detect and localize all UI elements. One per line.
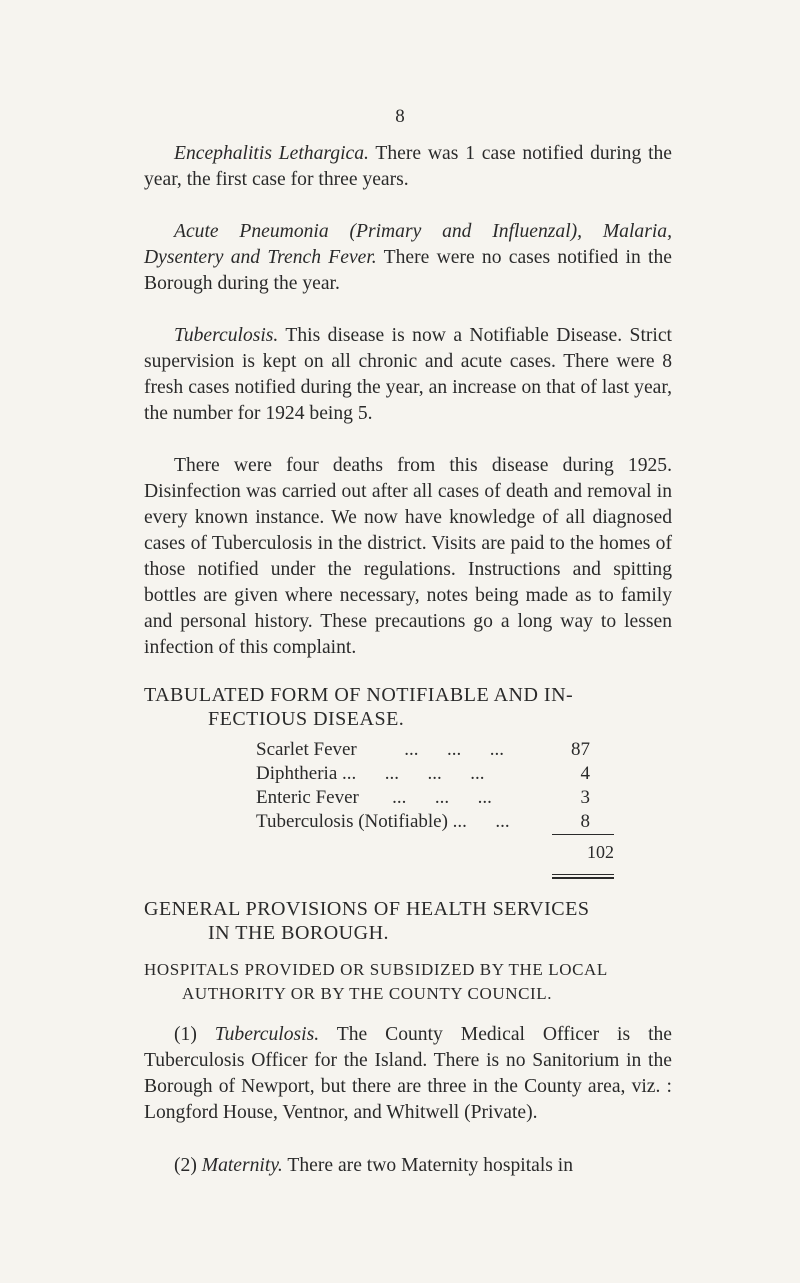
paragraph-title: Tuberculosis. — [174, 325, 279, 346]
disease-table — [256, 738, 616, 862]
table-row — [256, 762, 616, 786]
hospitals-subheading — [144, 958, 684, 1006]
item-text: The County Medical Officer is the Tuberculosis Officer for the Island. There is no Sanitorium in the Borough of Newport, but there are three in the County area, viz. : Longford House, Ventnor, and Whitwell (Private). — [144, 1024, 673, 1123]
row-label: Diphtheria ... ... ... ... — [256, 763, 485, 784]
heading-line: IN THE BOROUGH. — [208, 922, 390, 944]
row-value: 3 — [580, 787, 590, 808]
row-label: Scarlet Fever ... ... ... — [256, 739, 505, 760]
item-title: Tuberculosis. — [214, 1024, 320, 1045]
paragraph-text: There were four deaths from this disease during 1925. Disinfection was carried out after all cases of death and removal in every known instance. We now have knowledge of all diagnosed cases of Tuberculosis in the district. Visits are paid to the homes of those notified under the regulations. Instructions and spitting bottles are given where necessary, notes being made as to family and personal history. These precautions go a long way to lessen infection of this complaint. — [144, 455, 672, 658]
general-heading — [144, 897, 684, 945]
paragraph-text: There was 1 case notified during the year, the first case for three years. — [144, 143, 673, 190]
row-value: 4 — [580, 763, 590, 784]
item-maternity — [144, 1153, 672, 1179]
row-label: Enteric Fever ... ... ... — [256, 787, 492, 808]
double-rule — [552, 874, 614, 875]
subheading-line: HOSPITALS PROVIDED OR SUBSIDIZED BY THE LOCAL — [144, 960, 608, 979]
sum-rule — [552, 834, 614, 835]
row-value: 87 — [571, 739, 590, 760]
row-value: 8 — [580, 811, 590, 832]
paragraph-tuberculosis — [144, 323, 672, 427]
paragraph-text: There were no cases notified in the Borough during the year. — [144, 247, 672, 294]
table-row — [256, 738, 616, 762]
paragraph-pneumonia — [144, 219, 672, 297]
heading-line: TABULATED FORM OF NOTIFIABLE AND IN- — [144, 684, 574, 706]
double-rule — [552, 877, 614, 879]
table-row — [256, 810, 616, 834]
page-number: 8 — [395, 106, 405, 127]
paragraph-deaths — [144, 453, 672, 661]
item-tuberculosis — [144, 1022, 672, 1126]
item-text: There are two Maternity hospitals in — [282, 1155, 574, 1176]
table-row — [256, 786, 616, 810]
table-total: 102 — [587, 842, 614, 862]
paragraph-encephalitis — [144, 141, 672, 193]
heading-line: GENERAL PROVISIONS OF HEALTH SERVICES — [144, 898, 590, 920]
paragraph-text: This disease is now a Notifiable Disease. Strict supervision is kept on all chronic and acute cases. There were 8 fresh cases notified during the year, an increase on that of last year, the number for 1924 being 5. — [144, 325, 672, 424]
paragraph-title: Encephalitis Lethargica. — [174, 143, 369, 164]
tabulated-heading — [144, 683, 684, 731]
heading-line: FECTIOUS DISEASE. — [208, 708, 405, 730]
item-number: (2) — [174, 1155, 202, 1176]
subheading-line: AUTHORITY OR BY THE COUNTY COUNCIL. — [182, 984, 553, 1003]
item-number: (1) — [174, 1024, 215, 1045]
item-title: Maternity. — [201, 1155, 283, 1176]
paragraph-title: Acute Pneumonia (Primary and Influenzal), Malaria, Dysentery and Trench Fever. — [144, 221, 672, 268]
row-label: Tuberculosis (Notifiable) ... ... — [256, 811, 510, 832]
